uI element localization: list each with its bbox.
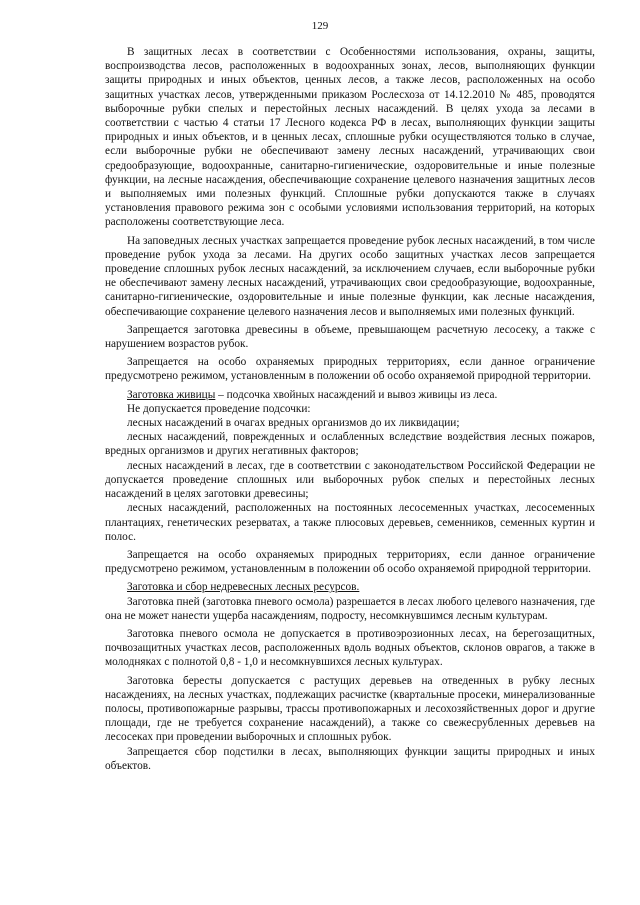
paragraph-seed-plots: лесных насаждений, расположенных на постоянных лесосеменных участках, лесосеменных плантациях, генетических резерватах, а также плюсовых деревьев, семенников, семенных куртин и полос. [105,502,595,543]
paragraph-protected-territories-1: Запрещается на особо охраняемых природных территориях, если данное ограничение предусмотрено режимом, установленным в положении об особо охраняемой природной территории. [105,356,595,383]
resin-heading-underlined: Заготовка живицы [127,388,216,401]
paragraph-protective-forests: В защитных лесах в соответствии с Особенностями использования, охраны, защиты, воспроизводства лесов, расположенных в водоохранных зонах, лесов, выполняющих функции защиты природных и иных объектов, ценных лесов, а также лесов, расположенных на особо защитных участках лесов, утвержденными приказом Рослесхоза от 14.12.2010 № 485, проводятся выборочные рубки спелых и перестойных лесных насаждений. В целях ухода за лесами в соответствии с частью 4 статьи 17 Лесного кодекса РФ в лесах, выполняющих функции защиты природных и иных объектов, и в ценных лесах, сплошные рубки осуществляются только в случае, если выборочные рубки не обеспечивают замену лесных насаждений, утрачивающих свои средообразующие, водоохранные, санитарно-гигиенические, оздоровительные и иные полезные функции, на лесные насаждения, обеспечивающие сохранение целевого назначения защитных лесов и выполняемых ими полезных функций. Сплошные рубки допускаются также в случаях установления правового режима зон с особыми условиями использования территорий, на которых расположены соответствующие леса. [105,46,595,229]
resin-heading-rest: – подсочка хвойных насаждений и вывоз живицы из леса. [215,388,498,401]
paragraph-damaged-stands: лесных насаждений, поврежденных и ослабленных вследствие воздействия лесных пожаров, вредных организмов и других негативных факторов; [105,431,595,458]
paragraph-stumps: Заготовка пней (заготовка пневого осмола) разрешается в лесах любого целевого назначения, где она не может нанести ущерба насаждениям, подросту, несомкнувшимся лесным культурам. [105,595,595,622]
paragraph-non-timber-heading [105,580,595,594]
paragraph-birch-bark: Заготовка бересты допускается с растущих деревьев на отведенных в рубку лесных насаждениях, на лесных участках, подлежащих расчистке (квартальные просеки, минерализованные полосы, противопожарные разрывы, трассы противопожарных и лесохозяйственных дорог и другие площади, где не требуется сохранение насаждений), а также со свежесрубленных деревьев на лесосеках при проведении выборочных и сплошных рубок. [105,674,595,744]
paragraph-reserved-areas: На заповедных лесных участках запрещается проведение рубок лесных насаждений, в том числе проведение рубок ухода за лесами. На других особо защитных участках лесов запрещается проведение сплошных рубок лесных насаждений, за исключением случаев, если выборочные рубки не обеспечивают замену лесных насаждений, утрачивающих свои средообразующие, водоохранные, санитарно-гигиенические, оздоровительные и иные полезные функции, как лесные насаждения, обеспечивающие сохранение целевого назначения лесов и выполняемых ими полезных функций. [105,234,595,318]
paragraph-stump-resin: Заготовка пневого осмола не допускается в противоэрозионных лесах, на берегозащитных, почвозащитных участках лесов, расположенных вдоль водных объектов, склонов оврагов, а также в молодняках с полнотой 0,8 - 1,0 и несомкнувшихся лесных культурах. [105,627,595,669]
paragraph-tapping-not-allowed: Не допускается проведение подсочки: [127,402,311,415]
page-number: 129 [311,20,329,32]
paragraph-harvest-limit: Запрещается заготовка древесины в объеме, превышающем расчетную лесосеку, а также с нарушением возрастов рубок. [105,323,595,351]
non-timber-heading-underlined: Заготовка и сбор недревесных лесных ресурсов. [127,581,360,594]
paragraph-resin-heading [105,388,595,402]
paragraph-legislation: лесных насаждений в лесах, где в соответствии с законодательством Российской Федерации не допускается проведение сплошных или выборочных рубок спелых и перестойных лесных насаждений в целях заготовки древесины; [105,459,595,501]
paragraph-litter: Запрещается сбор подстилки в лесах, выполняющих функции защиты природных и иных объектов. [105,745,595,772]
document-body [105,45,595,773]
paragraph-protected-territories-2: Запрещается на особо охраняемых природных территориях, если данное ограничение предусмотрено режимом, установленным в положении об особо охраняемой природной территории. [105,548,595,576]
paragraph-pest-foci: лесных насаждений в очагах вредных организмов до их ликвидации; [127,417,460,430]
